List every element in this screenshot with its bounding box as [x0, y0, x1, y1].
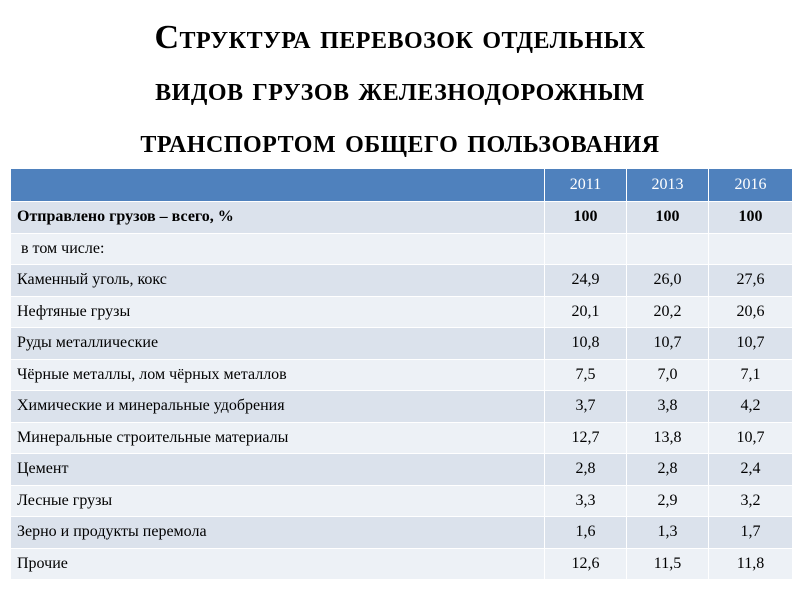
row-value-cell	[709, 233, 793, 265]
slide-title	[0, 12, 800, 168]
row-value-cell	[627, 233, 709, 265]
table-row	[11, 422, 793, 454]
header-cell-2013: 2013	[627, 169, 709, 202]
row-value-cell: 11,5	[627, 548, 709, 580]
table-row	[11, 265, 793, 297]
title-line-1: Структура перевозок отдельных	[154, 19, 646, 56]
row-value-cell: 2,9	[627, 485, 709, 517]
table-row	[11, 454, 793, 486]
row-name-cell: Лесные грузы	[11, 485, 545, 517]
row-value-cell: 13,8	[627, 422, 709, 454]
row-name-cell: Чёрные металлы, лом чёрных металлов	[11, 359, 545, 391]
row-value-cell: 20,2	[627, 296, 709, 328]
row-name-cell: Каменный уголь, кокс	[11, 265, 545, 297]
table-row	[11, 328, 793, 360]
row-name-cell: Руды металлические	[11, 328, 545, 360]
header-cell-2016: 2016	[709, 169, 793, 202]
row-value-cell: 7,5	[545, 359, 627, 391]
table-row	[11, 359, 793, 391]
row-value-cell: 7,1	[709, 359, 793, 391]
row-value-cell: 10,7	[627, 328, 709, 360]
row-value-cell: 2,4	[709, 454, 793, 486]
table-row	[11, 202, 793, 234]
row-value-cell: 7,0	[627, 359, 709, 391]
row-value-cell: 26,0	[627, 265, 709, 297]
title-line-2: видов грузов железнодорожным	[155, 71, 645, 108]
row-value-cell: 100	[627, 202, 709, 234]
row-name-cell: Зерно и продукты перемола	[11, 517, 545, 549]
row-value-cell: 100	[709, 202, 793, 234]
row-value-cell: 1,6	[545, 517, 627, 549]
row-value-cell: 4,2	[709, 391, 793, 423]
row-value-cell: 10,7	[709, 328, 793, 360]
row-value-cell: 27,6	[709, 265, 793, 297]
row-value-cell: 3,8	[627, 391, 709, 423]
row-name-cell: Минеральные строительные материалы	[11, 422, 545, 454]
cargo-structure-table	[10, 168, 793, 580]
header-cell-name	[11, 169, 545, 202]
title-line-3: транспортом общего пользования	[140, 123, 660, 160]
table-row	[11, 296, 793, 328]
row-value-cell: 1,3	[627, 517, 709, 549]
row-value-cell	[545, 233, 627, 265]
row-value-cell: 100	[545, 202, 627, 234]
row-value-cell: 12,7	[545, 422, 627, 454]
table-row	[11, 548, 793, 580]
table-row	[11, 233, 793, 265]
table-body	[11, 202, 793, 580]
row-value-cell: 2,8	[545, 454, 627, 486]
row-name-cell: Химические и минеральные удобрения	[11, 391, 545, 423]
header-cell-2011: 2011	[545, 169, 627, 202]
row-value-cell: 20,1	[545, 296, 627, 328]
row-name-cell: Прочие	[11, 548, 545, 580]
row-name-cell: Цемент	[11, 454, 545, 486]
row-value-cell: 10,7	[709, 422, 793, 454]
row-value-cell: 2,8	[627, 454, 709, 486]
row-value-cell: 1,7	[709, 517, 793, 549]
table-row	[11, 485, 793, 517]
table-header-row	[11, 169, 793, 202]
row-name-cell: Отправлено грузов – всего, %	[11, 202, 545, 234]
row-value-cell: 24,9	[545, 265, 627, 297]
row-value-cell: 12,6	[545, 548, 627, 580]
row-value-cell: 3,2	[709, 485, 793, 517]
row-value-cell: 10,8	[545, 328, 627, 360]
row-value-cell: 11,8	[709, 548, 793, 580]
table-row	[11, 391, 793, 423]
row-value-cell: 3,7	[545, 391, 627, 423]
row-value-cell: 20,6	[709, 296, 793, 328]
row-name-cell: Нефтяные грузы	[11, 296, 545, 328]
table-row	[11, 517, 793, 549]
row-name-cell: в том числе:	[11, 233, 545, 265]
row-value-cell: 3,3	[545, 485, 627, 517]
